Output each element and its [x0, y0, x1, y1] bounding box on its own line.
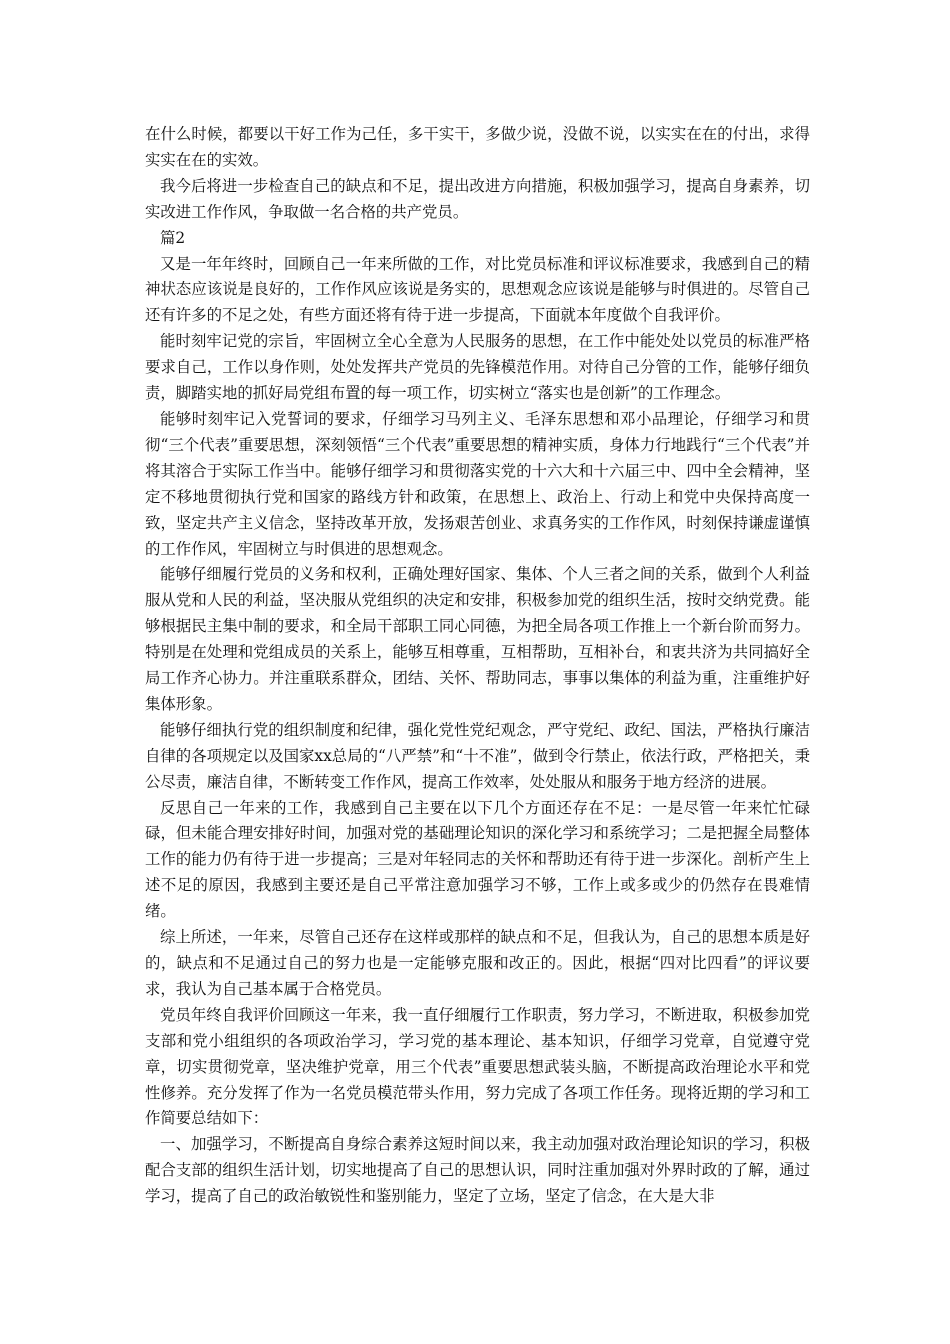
paragraph: 党员年终自我评价回顾这一年来，我一直仔细履行工作职责，努力学习，不断进取，积极参加党支部和党小组组织的各项政治学习，学习党的基本理论、基本知识，仔细学习党章，自觉遵守党章，切实贯彻党章，坚决维护党章，用三个代表”重要思想武装头脑，不断提高政治理论水平和党性修养。充分发挥了作为一名党员模范带头作用，努力完成了各项工作任务。现将近期的学习和工作简要总结如下： — [145, 1005, 810, 1128]
document-body — [145, 122, 810, 1210]
section-heading: 篇2 — [160, 228, 186, 247]
paragraph: 能够仔细履行党员的义务和权利，正确处理好国家、集体、个人三者之间的关系，做到个人利益服从党和人民的利益，坚决服从党组织的决定和安排，积极参加党的组织生活，按时交纳党费。能够根据民主集中制的要求，和全局干部职工同心同德，为把全局各项工作推上一个新台阶而努力。特别是在处理和党组成员的关系上，能够互相尊重，互相帮助，互相补台，和衷共济为共同搞好全局工作齐心协力。并注重联系群众，团结、关怀、帮助同志，事事以集体的利益为重，注重维护好集体形象。 — [145, 565, 810, 713]
paragraph: 我今后将进一步检查自己的缺点和不足，提出改进方向措施，积极加强学习，提高自身素养，切实改进工作作风，争取做一名合格的共产党员。 — [145, 176, 810, 221]
paragraph: 能够仔细执行党的组织制度和纪律，强化党性党纪观念，严守党纪、政纪、国法，严格执行廉洁自律的各项规定以及国家xx总局的“八严禁”和“十不准”，做到令行禁止，依法行政，严格把关，秉公尽责，廉洁自律，不断转变工作作风，提高工作效率，处处服从和服务于地方经济的进展。 — [145, 720, 810, 791]
paragraph: 能够时刻牢记入党誓词的要求，仔细学习马列主义、毛泽东思想和邓小品理论，仔细学习和贯彻“三个代表”重要思想，深刻领悟“三个代表”重要思想的精神实质，身体力行地践行“三个代表”并将其溶合于实际工作当中。能够仔细学习和贯彻落实党的十六大和十六届三中、四中全会精神，坚定不移地贯彻执行党和国家的路线方针和政策，在思想上、政治上、行动上和党中央保持高度一致，坚定共产主义信念，坚持改革开放，发扬艰苦创业、求真务实的工作作风，时刻保持谦虚谨慎的工作作风，牢固树立与时俱进的思想观念。 — [145, 409, 810, 558]
paragraph: 能时刻牢记党的宗旨，牢固树立全心全意为人民服务的思想，在工作中能处处以党员的标准严格要求自己，工作以身作则，处处发挥共产党员的先锋模范作用。对待自己分管的工作，能够仔细负责，脚踏实地的抓好局党组布置的每一项工作，切实树立“落实也是创新”的工作理念。 — [145, 332, 810, 403]
paragraph: 反思自己一年来的工作，我感到自己主要在以下几个方面还存在不足：一是尽管一年来忙忙碌碌，但未能合理安排好时间，加强对党的基础理论知识的深化学习和系统学习；二是把握全局整体工作的能力仍有待于进一步提高；三是对年轻同志的关怀和帮助还有待于进一步深化。剖析产生上述不足的原因，我感到主要还是自己平常注意加强学习不够，工作上或多或少的仍然存在畏难情绪。 — [145, 798, 810, 921]
paragraph: 一、加强学习，不断提高自身综合素养这短时间以来，我主动加强对政治理论知识的学习，积极配合支部的组织生活计划，切实地提高了自己的思想认识，同时注重加强对外界时政的了解，通过学习，提高了自己的政治敏锐性和鉴别能力，坚定了立场，坚定了信念，在大是大非 — [145, 1135, 810, 1206]
paragraph: 综上所述，一年来，尽管自己还存在这样或那样的缺点和不足，但我认为，自己的思想本质是好的，缺点和不足通过自己的努力也是一定能够克服和改正的。因此，根据“四对比四看”的评议要求，我认为自己基本属于合格党员。 — [145, 928, 810, 998]
paragraph: 在什么时候，都要以干好工作为己任，多干实干，多做少说，没做不说，以实实在在的付出，求得实实在在的实效。 — [145, 125, 810, 169]
paragraph: 又是一年年终时，回顾自己一年来所做的工作，对比党员标准和评议标准要求，我感到自己的精神状态应该说是良好的，工作作风应该说是务实的，思想观念应该说是能够与时俱进的。尽管自己还有许多的不足之处，有些方面还将有待于进一步提高，下面就本年度做个自我评价。 — [145, 254, 810, 325]
